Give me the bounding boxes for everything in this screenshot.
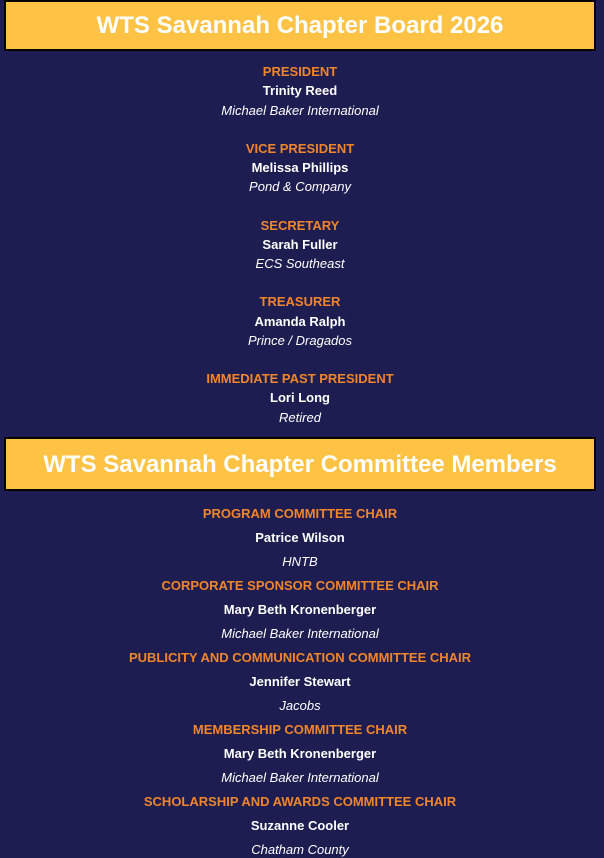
officer-name: Melissa Phillips [251,160,349,175]
officer-org: Retired [279,410,321,425]
officer-name: Amanda Ralph [254,314,346,329]
officer-role: SECRETARY [260,218,340,233]
chair-org: Chatham County [251,842,349,857]
committee-title: WTS Savannah Chapter Committee Members [43,451,557,478]
chair-name: Patrice Wilson [255,530,345,545]
board-title-banner [4,0,596,51]
board-title: WTS Savannah Chapter Board 2026 [96,12,504,39]
chair-role: SCHOLARSHIP AND AWARDS COMMITTEE CHAIR [143,794,457,809]
officer-role: PRESIDENT [262,64,338,79]
chair-role: MEMBERSHIP COMMITTEE CHAIR [192,722,408,737]
committee-title-banner [4,437,596,491]
officer-name: Sarah Fuller [262,237,338,252]
chair-role: CORPORATE SPONSOR COMMITTEE CHAIR [161,578,439,593]
officer-org: Pond & Company [249,179,351,194]
officer-role: VICE PRESIDENT [245,141,355,156]
chair-role: PROGRAM COMMITTEE CHAIR [202,506,398,521]
officer-org: ECS Southeast [255,256,345,271]
officer-role: TREASURER [259,294,341,309]
officer-name: Trinity Reed [262,83,338,98]
chair-role: PUBLICITY AND COMMUNICATION COMMITTEE CHAIR [128,650,472,665]
chair-name: Mary Beth Kronenberger [223,602,377,617]
officer-name: Lori Long [270,390,330,405]
officer-org: Michael Baker International [221,103,379,118]
chair-org: Michael Baker International [221,626,379,641]
chair-name: Jennifer Stewart [249,674,351,689]
chair-name: Suzanne Cooler [250,818,350,833]
officer-role: IMMEDIATE PAST PRESIDENT [206,371,394,386]
chair-org: Jacobs [279,698,321,713]
officer-org: Prince / Dragados [247,333,353,348]
chair-org: HNTB [282,554,318,569]
chair-org: Michael Baker International [221,770,379,785]
chair-name: Mary Beth Kronenberger [223,746,377,761]
